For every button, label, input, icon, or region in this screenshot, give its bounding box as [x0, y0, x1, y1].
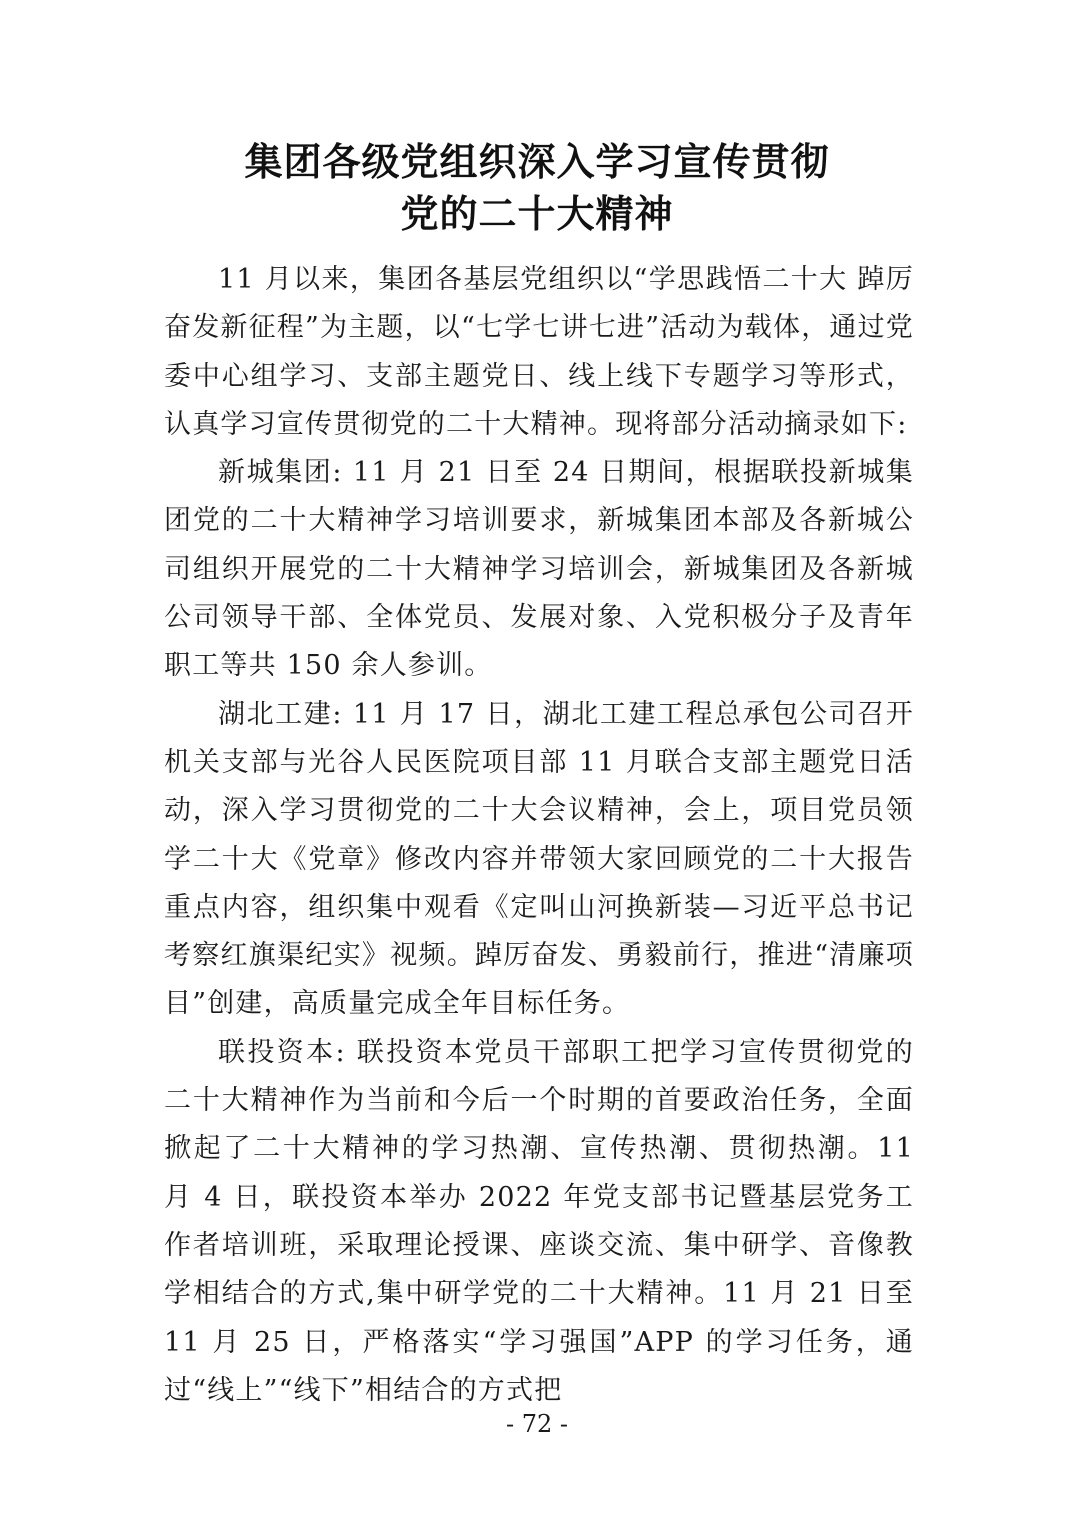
page-number: - 72 -: [505, 1410, 568, 1438]
title-line-1: 集团各级党组织深入学习宣传贯彻: [244, 139, 830, 184]
paragraph-liantou-capital: 联投资本: 联投资本党员干部职工把学习宣传贯彻党的二十大精神作为当前和今后一个时期的首要政治任务，全面掀起了二十大精神的学习热潮、宣传热潮、贯彻热潮。11 月 4 日，联投资本举办 2022 年党支部书记暨基层党务工作者培训班，采取理论授课、座谈交流、集中研学、音像教学相结合的方式,集中研学党的二十大精神。11 月 21 日至 11 月 25 日，严格落实“学习强国”APP 的学习任务，通过“线上”“线下”相结合的方式把: [164, 1036, 914, 1406]
article-title: [0, 136, 1074, 240]
article-body: [164, 256, 914, 1415]
paragraph-intro: 11 月以来，集团各基层党组织以“学思践悟二十大 踔厉奋发新征程”为主题，以“七学七讲七进”活动为载体，通过党委中心组学习、支部主题党日、线上线下专题学习等形式，认真学习宣传贯彻党的二十大精神。现将部分活动摘录如下:: [164, 264, 915, 440]
paragraph-xincheng-group: 新城集团: 11 月 21 日至 24 日期间，根据联投新城集团党的二十大精神学习培训要求，新城集团本部及各新城公司组织开展党的二十大精神学习培训会，新城集团及各新城公司领导干部、全体党员、发展对象、入党积极分子及青年职工等共 150 余人参训。: [164, 457, 914, 682]
paragraph-hubei-gongjian: 湖北工建: 11 月 17 日，湖北工建工程总承包公司召开机关支部与光谷人民医院项目部 11 月联合支部主题党日活动，深入学习贯彻党的二十大会议精神，会上，项目党员领学二十大《党章》修改内容并带领大家回顾党的二十大报告重点内容，组织集中观看《定叫山河换新装—习近平总书记考察红旗渠纪实》视频。踔厉奋发、勇毅前行，推进“清廉项目”创建，高质量完成全年目标任务。: [164, 698, 914, 1020]
title-line-2: 党的二十大精神: [400, 191, 674, 236]
